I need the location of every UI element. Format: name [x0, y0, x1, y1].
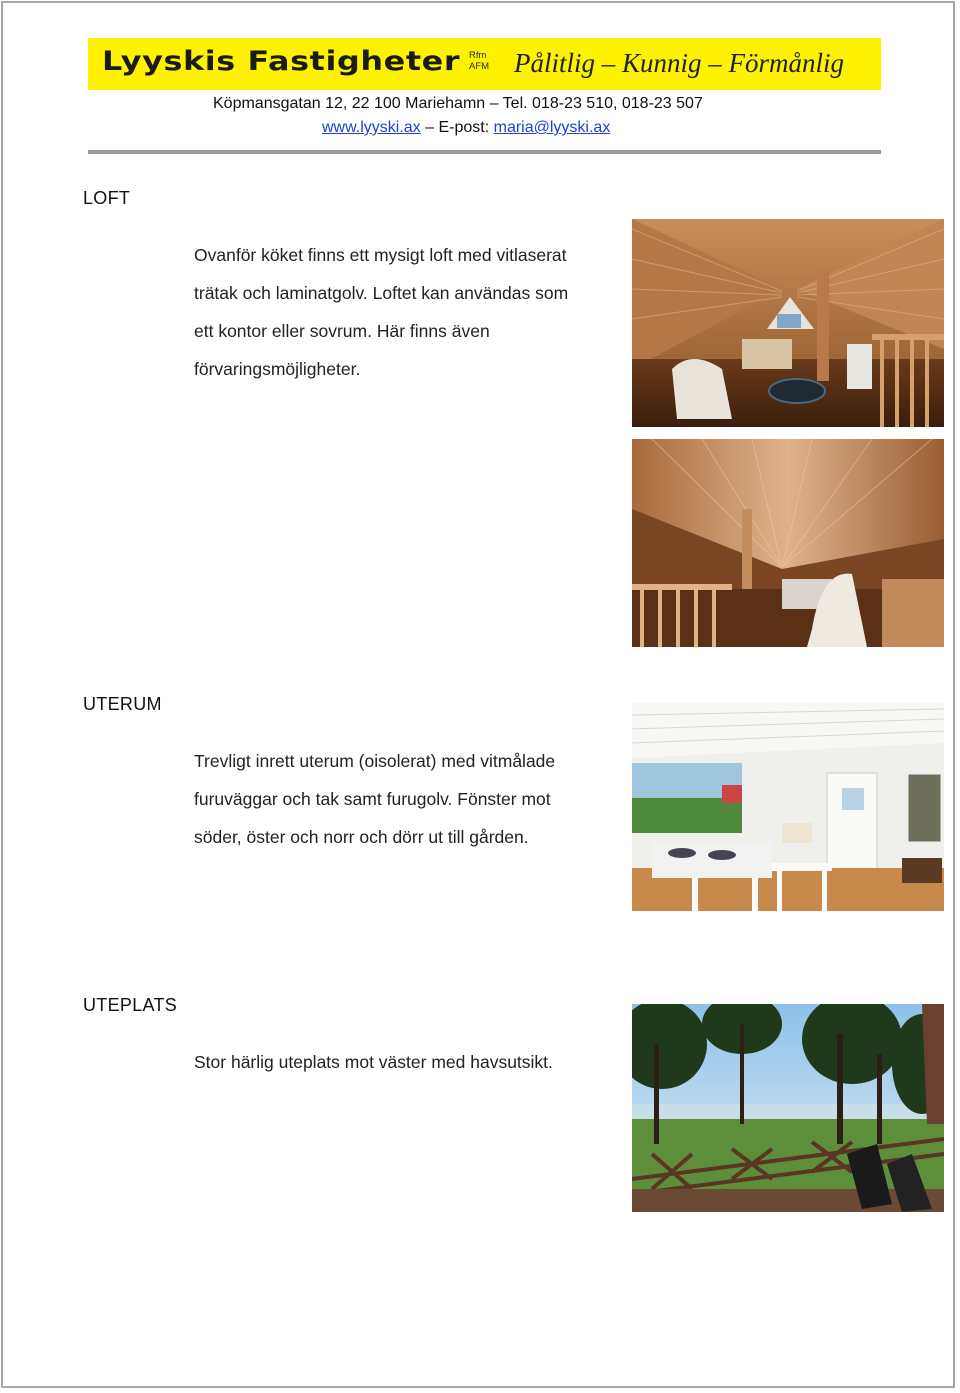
text-line: furuväggar och tak samt furugolv. Fönster mot	[194, 789, 551, 809]
company-logo: Lyyskis Fastigheter	[102, 46, 461, 77]
section-text-uterum	[194, 742, 555, 856]
text-line: ett kontor eller sovrum. Här finns även	[194, 321, 490, 341]
slogan: Pålitlig – Kunnig – Förmånlig	[514, 48, 845, 78]
text-line: Trevligt inrett uterum (oisolerat) med vitmålade	[194, 751, 556, 771]
section-heading-uteplats: UTEPLATS	[83, 995, 178, 1015]
email-label: – E-post:	[425, 119, 490, 136]
loft-photo-2	[632, 439, 944, 647]
loft-photo-1	[632, 219, 944, 427]
text-line: Ovanför köket finns ett mysigt loft med vitlaserat	[194, 245, 567, 265]
uterum-photo	[632, 703, 944, 911]
address-line: Köpmansgatan 12, 22 100 Mariehamn – Tel. 018-23 510, 018-23 507	[213, 95, 703, 112]
header-banner	[88, 38, 881, 90]
section-text-uteplats	[194, 1043, 553, 1081]
text-line: söder, öster och norr och dörr ut till gården.	[194, 827, 529, 847]
section-heading-loft: LOFT	[83, 188, 131, 208]
header-divider	[88, 150, 881, 154]
section-text-loft	[194, 236, 568, 388]
text-line: trätak och laminatgolv. Loftet kan användas som	[194, 283, 569, 303]
rfm-label: Rfm	[469, 50, 487, 61]
text-line: förvaringsmöjligheter.	[194, 359, 361, 379]
afm-label: AFM	[469, 61, 490, 72]
uteplats-photo	[632, 1004, 944, 1212]
email-link[interactable]: maria@lyyski.ax	[493, 119, 611, 136]
text-line: Stor härlig uteplats mot väster med havsutsikt.	[194, 1052, 553, 1072]
section-heading-uterum: UTERUM	[83, 694, 162, 714]
web-email-line	[322, 118, 610, 142]
certification-mark	[469, 50, 489, 72]
website-link[interactable]: www.lyyski.ax	[322, 119, 421, 136]
